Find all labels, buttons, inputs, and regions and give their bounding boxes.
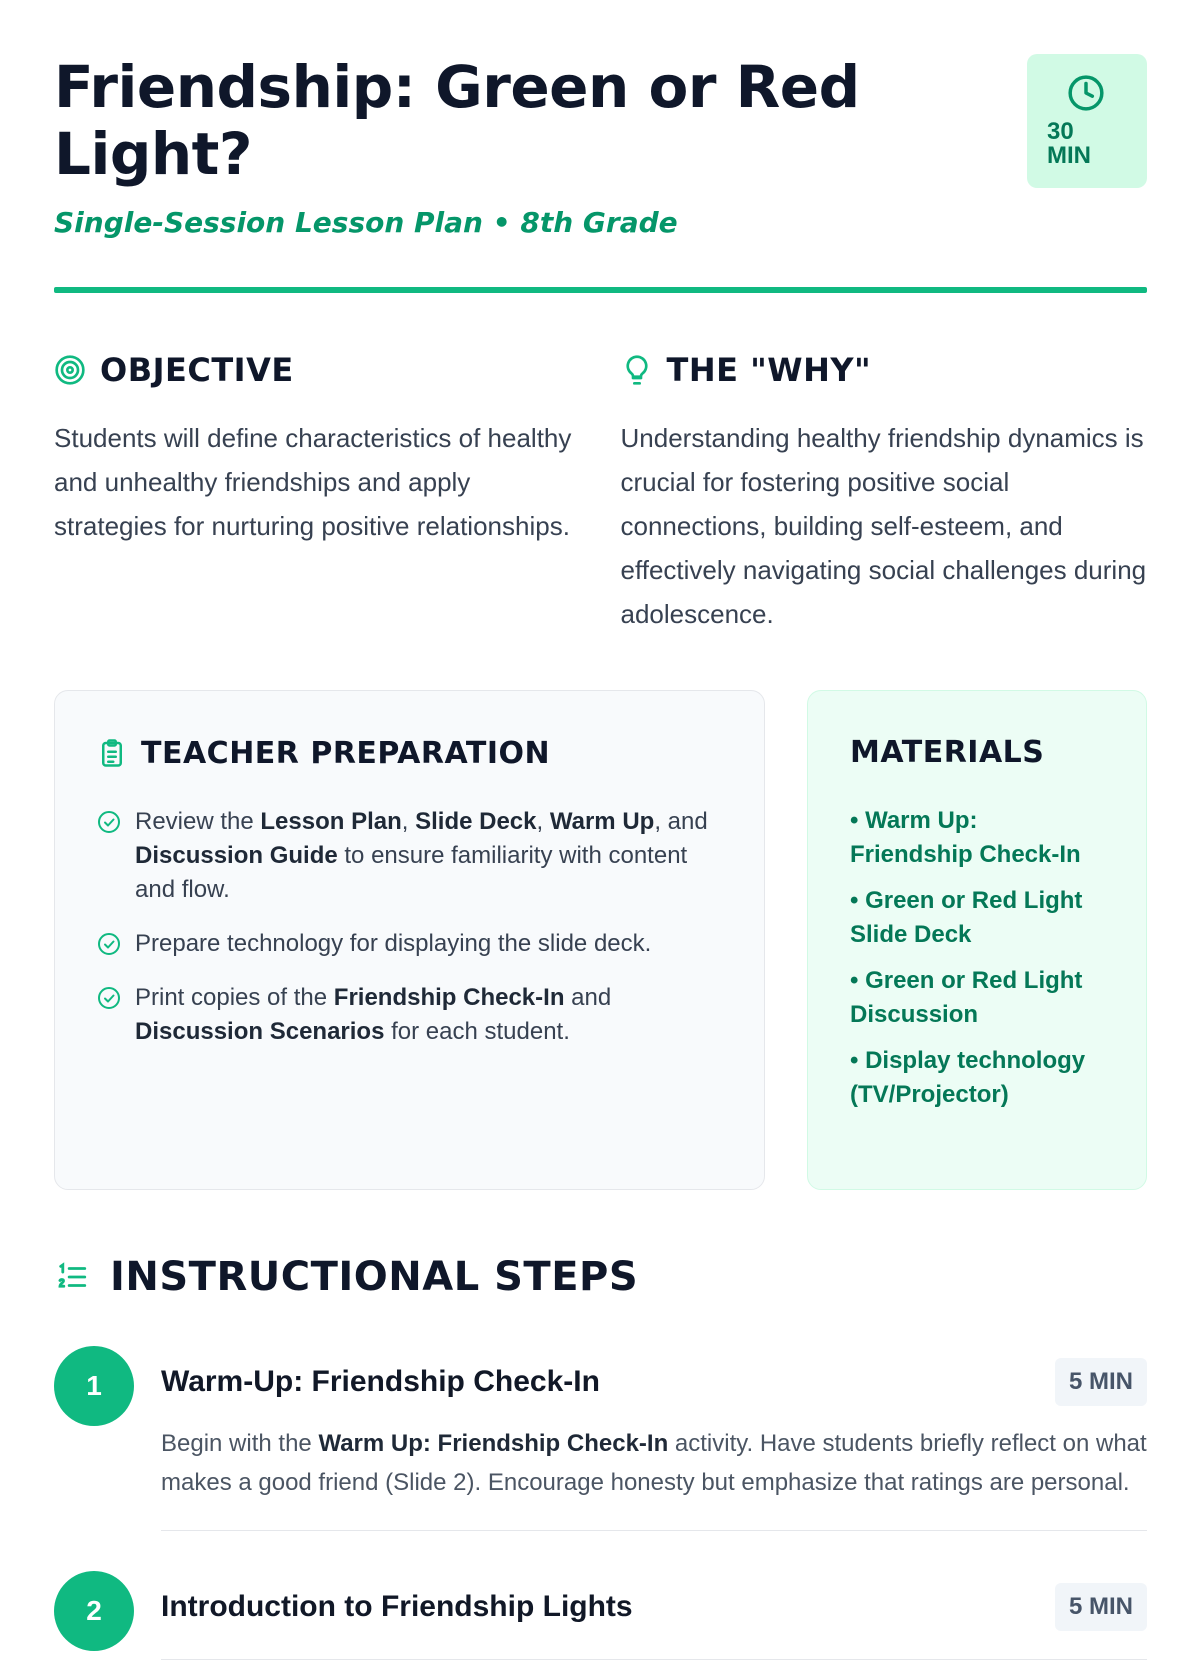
objective-heading: OBJECTIVE	[100, 351, 294, 389]
prep-item-text-part: Print copies of the	[135, 984, 334, 1011]
prep-item-text-part: , and	[654, 808, 708, 835]
prep-item	[97, 981, 722, 1049]
prep-item-text-part: and	[564, 984, 612, 1011]
header	[54, 54, 1147, 294]
step-description-text-part: activity. Have students briefly reflect on what makes a good friend (Slide 2). Encourage honesty but emphasize that ratings are personal.	[161, 1430, 1147, 1496]
page-subtitle: Single-Session Lesson Plan • 8th Grade	[54, 206, 678, 239]
page-title: Friendship: Green or Red Light?	[54, 53, 860, 188]
steps-list	[54, 1346, 1147, 1660]
step-header	[161, 1583, 1147, 1631]
material-item: • Green or Red Light Discussion	[850, 967, 1083, 1028]
materials-heading: MATERIALS	[850, 735, 1045, 770]
step-number: 2	[54, 1571, 134, 1651]
prep-item-text-part: Discussion Scenarios	[135, 1018, 385, 1045]
why-text: Understanding healthy friendship dynamics is crucial for fostering positive social connections, building self-esteem, and effectively navigating social challenges during adolescence.	[620, 423, 1147, 629]
prep-header	[97, 735, 722, 771]
step-description-text-part: Warm Up: Friendship Check-In	[318, 1430, 669, 1457]
intro-section	[54, 350, 1147, 636]
teacher-preparation-card	[54, 690, 765, 1190]
prep-item-text-part: Friendship Check-In	[333, 984, 565, 1011]
numbered-list-icon	[54, 1260, 90, 1294]
prep-item-text-part: Lesson Plan	[260, 808, 402, 835]
step-number: 1	[54, 1346, 134, 1426]
check-circle-icon	[97, 986, 121, 1010]
check-circle-icon	[97, 932, 121, 956]
prep-item-text	[135, 927, 651, 961]
prep-item	[97, 805, 722, 907]
preparation-section	[54, 690, 1147, 1190]
material-item: • Display technology (TV/Projector)	[850, 1047, 1086, 1108]
why-header	[621, 350, 1148, 390]
clipboard-icon	[97, 737, 127, 769]
clock-icon	[1067, 74, 1105, 112]
objective-text: Students will define characteristics of healthy and unhealthy friendships and apply strategies for nurturing positive relationships.	[54, 423, 572, 541]
step-description-text-part: Begin with the	[161, 1430, 319, 1457]
why-heading: THE "WHY"	[666, 351, 872, 389]
instruction-step	[54, 1571, 1147, 1660]
step-time-badge: 5 MIN	[1055, 1358, 1147, 1406]
step-title: Warm-Up: Friendship Check-In	[161, 1365, 600, 1398]
target-icon	[54, 354, 86, 386]
step-description	[161, 1424, 1147, 1502]
step-body	[161, 1346, 1147, 1531]
step-title: Introduction to Friendship Lights	[161, 1590, 633, 1623]
prep-item	[97, 927, 722, 961]
why-section	[621, 350, 1148, 636]
duration-text: 30 MIN	[1047, 118, 1091, 169]
prep-heading: TEACHER PREPARATION	[141, 735, 551, 771]
prep-item-text-part: ,	[536, 808, 550, 835]
prep-item-text-part: Warm Up	[549, 808, 655, 835]
step-time-badge: 5 MIN	[1055, 1583, 1147, 1631]
prep-item-text-part: for each student.	[384, 1018, 570, 1045]
objective-section	[54, 350, 581, 636]
step-header	[161, 1358, 1147, 1406]
steps-header	[54, 1252, 1147, 1302]
prep-item-text-part: ,	[401, 808, 416, 835]
duration-badge	[1027, 54, 1147, 188]
step-body	[161, 1571, 1147, 1660]
prep-item-text-part: Prepare technology for displaying the slide deck.	[135, 930, 652, 957]
prep-item-text	[135, 981, 722, 1049]
header-divider	[54, 287, 1147, 293]
steps-heading: INSTRUCTIONAL STEPS	[110, 1254, 639, 1300]
instruction-step	[54, 1346, 1147, 1531]
check-circle-icon	[97, 810, 121, 834]
prep-item-text-part: to ensure familiarity with content and flow.	[135, 842, 688, 903]
prep-item-text-part: Review the	[135, 808, 261, 835]
material-item: • Warm Up: Friendship Check-In	[850, 807, 1081, 868]
materials-list	[850, 804, 1106, 1112]
prep-list	[97, 805, 722, 1049]
lightbulb-icon	[621, 354, 653, 386]
materials-card	[807, 690, 1147, 1190]
prep-item-text-part: Discussion Guide	[135, 842, 338, 869]
material-item: • Green or Red Light Slide Deck	[850, 887, 1083, 948]
prep-item-text-part: Slide Deck	[415, 808, 537, 835]
prep-item-text	[135, 805, 722, 907]
objective-header	[54, 350, 581, 390]
